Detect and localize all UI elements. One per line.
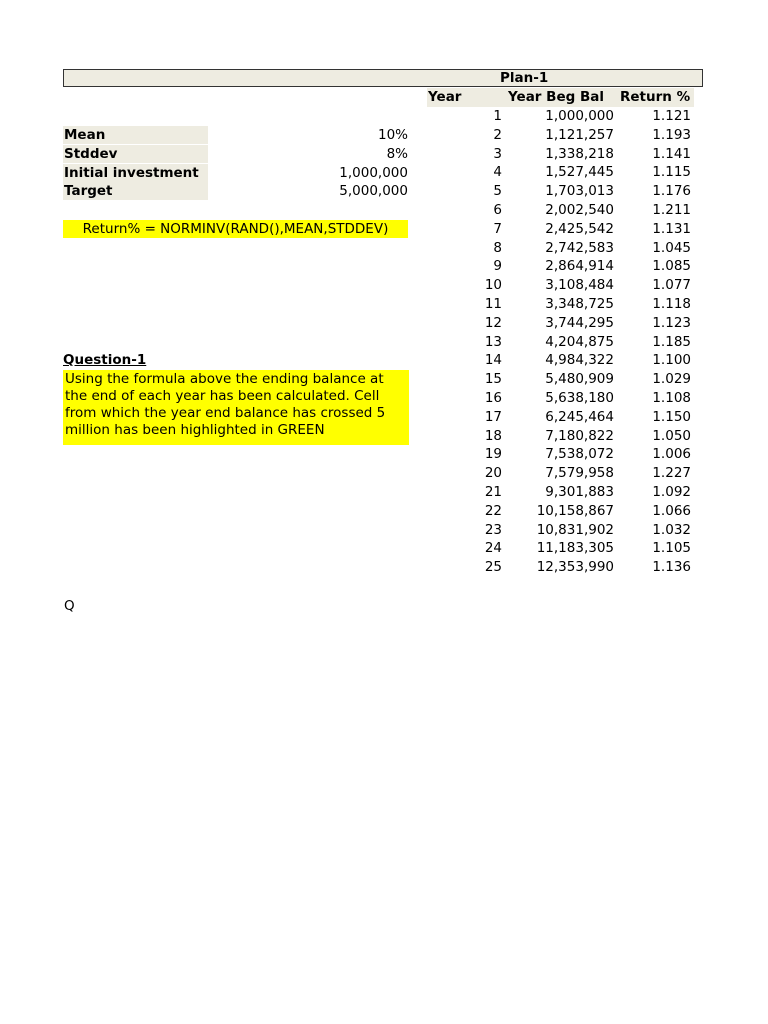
year-cell: 8 [493,239,502,256]
param-label-target: Target [63,182,208,200]
year-cell: 11 [484,296,502,312]
return-cell: 1.029 [652,371,691,388]
beg-bal-cell: 5,480,909 [545,371,614,388]
return-cell: 1.227 [652,465,691,482]
question-title: Question-1 [63,352,147,368]
year-cell: 16 [484,390,502,406]
beg-bal-cell: 7,180,822 [545,427,614,444]
year-cell: 10 [484,277,502,294]
table-row [427,539,697,557]
table-row [427,408,697,426]
param-label-stddev: Stddev [63,145,208,163]
table-row [427,464,697,482]
table-row [427,220,697,238]
table-row [427,483,697,501]
beg-bal-cell: 2,425,542 [545,220,614,237]
year-cell: 3 [493,145,502,162]
param-value-initial-investment: 1,000,000 [339,165,408,181]
beg-bal-cell: 3,108,484 [545,277,614,294]
table-row [427,333,697,351]
return-cell: 1.131 [652,220,691,237]
table-row [427,558,697,576]
return-cell: 1.092 [652,484,691,500]
table-row [427,389,697,407]
return-cell: 1.150 [652,408,691,425]
beg-bal-cell: 5,638,180 [545,390,614,406]
beg-bal-cell: 7,538,072 [545,446,614,463]
column-header-year: Year [428,89,462,105]
return-cell: 1.032 [652,521,691,538]
return-cell: 1.193 [652,126,691,143]
table-row [427,502,697,520]
beg-bal-cell: 12,353,990 [536,559,614,576]
year-cell: 19 [484,446,502,463]
formula-note: Return% = NORMINV(RAND(),MEAN,STDDEV) [63,220,408,238]
return-cell: 1.105 [652,540,691,557]
beg-bal-cell: 10,831,902 [536,521,614,538]
table-row [427,351,697,369]
table-row [427,445,697,463]
beg-bal-cell: 11,183,305 [536,540,614,557]
beg-bal-cell: 2,002,540 [545,202,614,218]
return-cell: 1.118 [652,296,691,312]
beg-bal-cell: 1,121,257 [545,126,614,143]
table-row [427,126,697,144]
return-cell: 1.121 [652,108,691,124]
year-cell: 17 [484,408,502,425]
column-header-year-beg-bal: Year Beg Bal [508,89,604,105]
beg-bal-cell: 4,204,875 [545,333,614,350]
return-cell: 1.185 [652,333,691,350]
table-row [427,295,697,313]
year-cell: 2 [493,126,502,143]
beg-bal-cell: 1,000,000 [545,108,614,124]
table-row [427,201,697,219]
return-cell: 1.115 [652,164,691,181]
table-row [427,257,697,275]
return-cell: 1.123 [652,314,691,331]
beg-bal-cell: 3,744,295 [545,314,614,331]
year-cell: 7 [493,220,502,237]
plan-title: Plan-1 [500,70,549,86]
return-cell: 1.136 [652,559,691,576]
return-cell: 1.006 [652,446,691,463]
year-cell: 20 [484,465,502,482]
return-cell: 1.066 [652,502,691,519]
beg-bal-cell: 9,301,883 [545,484,614,500]
param-label-initial-investment: Initial investment [63,164,208,182]
year-cell: 23 [484,521,502,538]
table-row [427,521,697,539]
year-cell: 21 [484,484,502,500]
year-cell: 24 [484,540,502,557]
table-row [427,276,697,294]
beg-bal-cell: 10,158,867 [536,502,614,519]
year-cell: 25 [484,559,502,576]
table-row [427,145,697,163]
return-cell: 1.050 [652,427,691,444]
table-row [427,107,697,125]
table-row [427,182,697,200]
year-cell: 4 [493,164,502,181]
table-row [427,239,697,257]
return-cell: 1.100 [652,352,691,369]
return-cell: 1.045 [652,239,691,256]
question-text: Using the formula above the ending balance at the end of each year has been calculated. Cell from which the year end balance has crossed 5 million has been highlighted in GREEN [63,370,409,445]
table-row [427,163,697,181]
param-label-mean: Mean [63,126,208,144]
return-cell: 1.108 [652,390,691,406]
param-value-stddev: 8% [386,146,408,162]
beg-bal-cell: 4,984,322 [545,352,614,369]
return-cell: 1.141 [652,145,691,162]
beg-bal-cell: 1,703,013 [545,183,614,200]
year-cell: 9 [493,258,502,275]
plan-header-bar [63,69,703,87]
beg-bal-cell: 1,338,218 [545,145,614,162]
q-label: Q [64,598,75,614]
table-row [427,314,697,332]
beg-bal-cell: 6,245,464 [545,408,614,425]
table-row [427,427,697,445]
year-cell: 15 [484,371,502,388]
param-value-target: 5,000,000 [339,183,408,199]
beg-bal-cell: 2,742,583 [545,239,614,256]
param-value-mean: 10% [377,127,408,143]
year-cell: 14 [484,352,502,369]
return-cell: 1.077 [652,277,691,294]
year-cell: 13 [484,333,502,350]
return-cell: 1.211 [652,202,691,218]
beg-bal-cell: 1,527,445 [545,164,614,181]
table-row [427,370,697,388]
year-cell: 1 [493,108,502,124]
year-cell: 12 [484,314,502,331]
year-cell: 18 [484,427,502,444]
year-cell: 6 [493,202,502,218]
year-cell: 22 [484,502,502,519]
beg-bal-cell: 2,864,914 [545,258,614,275]
year-cell: 5 [493,183,502,200]
return-cell: 1.085 [652,258,691,275]
beg-bal-cell: 3,348,725 [545,296,614,312]
column-header-return: Return % [620,89,691,105]
beg-bal-cell: 7,579,958 [545,465,614,482]
return-cell: 1.176 [652,183,691,200]
